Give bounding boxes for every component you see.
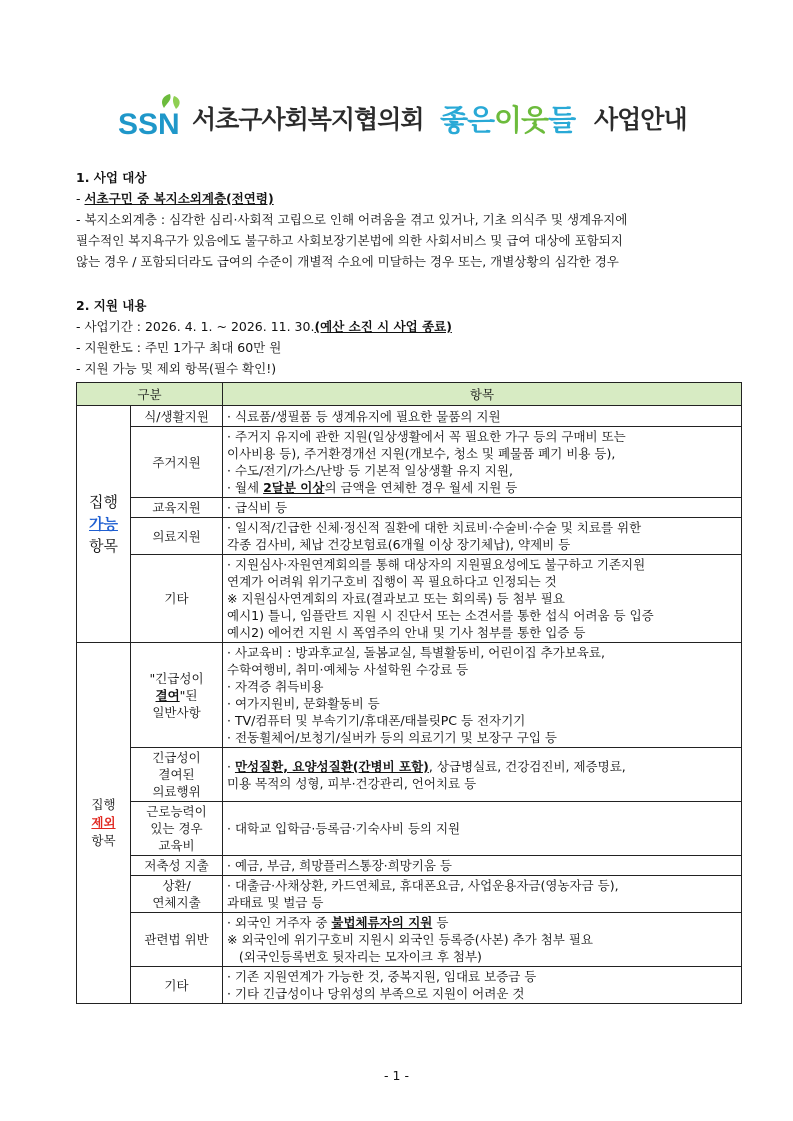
section-2-items-note: - 지원 가능 및 제외 항목(필수 확인!) [76, 361, 277, 376]
target-group: 서초구민 중 복지소외계층(전연령) [84, 191, 274, 206]
item-cell: · 외국인 거주자 중 불법체류자의 지원 등 ※ 외국인에 위기구호비 지원시 외국인 등록증(사본) 추가 첨부 필요 (외국인등록번호 뒷자리는 모자이크 후 첨부) [223, 913, 742, 967]
brand-part-1: 좋은 [440, 103, 495, 137]
sub-category: "긴급성이 결여"된 일반사항 [131, 643, 223, 748]
section-1-desc-2: 필수적인 복지욕구가 있음에도 불구하고 사회보장기본법에 의한 사회서비스 및 급여 대상에 포함되지 [76, 233, 623, 248]
excluded-highlight: 제외 [91, 815, 116, 830]
sub-category: 관련법 위반 [131, 913, 223, 967]
section-2-title: 2. 지원 내용 [76, 298, 147, 313]
section-2-period: - 사업기간 : 2026. 4. 1. ~ 2026. 11. 30.(예산 소진 시 사업 종료) [76, 319, 452, 334]
table-row [77, 427, 742, 498]
header-items: 항목 [223, 383, 742, 406]
brand-part-2: 이웃 [494, 103, 549, 137]
section-1-desc-3: 않는 경우 / 포함되더라도 급여의 수준이 개별적 수요에 미달하는 경우 또는, 개별상황의 심각한 경우 [76, 254, 619, 269]
excluded-category: 집행 제외 항목 [77, 643, 131, 1004]
sub-category: 상환/ 연체지출 [131, 876, 223, 913]
table-row [77, 856, 742, 876]
ssn-logo-text: SSN [118, 108, 180, 138]
section-1-title: 1. 사업 대상 [76, 170, 147, 185]
sub-category: 의료지원 [131, 518, 223, 555]
support-items-table [76, 382, 742, 1004]
item-cell: · 기존 지원연계가 가능한 것, 중복지원, 임대료 보증금 등 · 기타 긴급성이나 당위성의 부족으로 지원이 어려운 것 [223, 967, 742, 1004]
item-cell: · 대출금·사채상환, 카드연체료, 휴대폰요금, 사업운용자금(영농자금 등), 과태료 및 벌금 등 [223, 876, 742, 913]
table-row [77, 643, 742, 748]
table-row [77, 406, 742, 427]
sub-category: 식/생활지원 [131, 406, 223, 427]
allowed-category: 집행 가능 항목 [77, 406, 131, 643]
section-1-desc-1: - 복지소외계층 : 심각한 심리·사회적 고립으로 인해 어려움을 겪고 있거나, 기초 의식주 및 생계유지에 [76, 212, 628, 227]
brand-title [440, 98, 575, 139]
document-header [0, 92, 793, 142]
item-cell: · 대학교 입학금·등록금·기숙사비 등의 지원 [223, 802, 742, 856]
sub-category: 근로능력이 있는 경우 교육비 [131, 802, 223, 856]
allowed-highlight: 가능 [89, 515, 118, 533]
item-cell: · 만성질환, 요양성질환(간병비 포함), 상급병실료, 건강검진비, 제증명료, 미용 목적의 성형, 피부·건강관리, 언어치료 등 [223, 748, 742, 802]
item-cell: · 일시적/긴급한 신체·정신적 질환에 대한 치료비·수술비·수술 및 치료를 위한 각종 검사비, 체납 건강보험료(6개월 이상 장기체납), 약제비 등 [223, 518, 742, 555]
item-cell: · 급식비 등 [223, 498, 742, 518]
item-cell: · 사교육비 : 방과후교실, 돌봄교실, 특별활동비, 어린이집 추가보육료, 수학여행비, 취미·예체능 사설학원 수강료 등 · 자격증 취득비용 · 여가지원비, 문화활동비 등 · TV/컴퓨터 및 부속기기/휴대폰/태블릿PC 등 전자기기 · 전동휠체어/보청기/실버카 등의 의료기기 및 보장구 구입 등 [223, 643, 742, 748]
sub-category: 기타 [131, 555, 223, 643]
sub-category: 긴급성이 결여된 의료행위 [131, 748, 223, 802]
item-cell: · 식료품/생필품 등 생계유지에 필요한 물품의 지원 [223, 406, 742, 427]
period-note: (예산 소진 시 사업 종료) [314, 319, 452, 334]
page-number: - 1 - [384, 1068, 409, 1083]
table-row [77, 967, 742, 1004]
section-1-target: - 서초구민 중 복지소외계층(전연령) [76, 191, 274, 206]
sub-category: 기타 [131, 967, 223, 1004]
ssn-logo [118, 92, 188, 138]
table-row [77, 748, 742, 802]
item-cell: · 예금, 부금, 희망플러스통장·희망키움 등 [223, 856, 742, 876]
table-row [77, 876, 742, 913]
org-name: 서초구사회복지협의회 [192, 105, 424, 134]
table-header-row [77, 383, 742, 406]
sub-category: 저축성 지출 [131, 856, 223, 876]
section-2-limit: - 지원한도 : 주민 1가구 최대 60만 원 [76, 340, 282, 355]
table-row [77, 498, 742, 518]
sub-category: 주거지원 [131, 427, 223, 498]
brand-suffix: 사업안내 [594, 105, 687, 134]
sub-category: 교육지원 [131, 498, 223, 518]
item-cell: · 지원심사·자원연계회의를 통해 대상자의 지원필요성에도 불구하고 기존지원 연계가 어려워 위기구호비 집행이 꼭 필요하다고 인정되는 것 ※ 지원심사연계회의 자료(결과보고 또는 회의록) 등 첨부 필요 예시1) 틀니, 임플란트 지원 시 진단서 또는 소견서를 통한 섭식 어려움 등 입증 예시2) 에어컨 지원 시 폭염주의 안내 및 기사 첨부를 통한 입증 등 [223, 555, 742, 643]
brand-part-3: 들 [548, 103, 576, 137]
table-row [77, 518, 742, 555]
item-cell: · 주거지 유지에 관한 지원(일상생활에서 꼭 필요한 가구 등의 구매비 또는 이사비용 등), 주거환경개선 지원(개보수, 청소 및 폐물품 폐기 비용 등), · 수도/전기/가스/난방 등 기본적 일상생활 유지 지원, · 월세 2달분 이상의 금액을 연체한 경우 월세 지원 등 [223, 427, 742, 498]
table-row [77, 802, 742, 856]
table-row [77, 555, 742, 643]
table-row [77, 913, 742, 967]
header-category: 구분 [77, 383, 223, 406]
